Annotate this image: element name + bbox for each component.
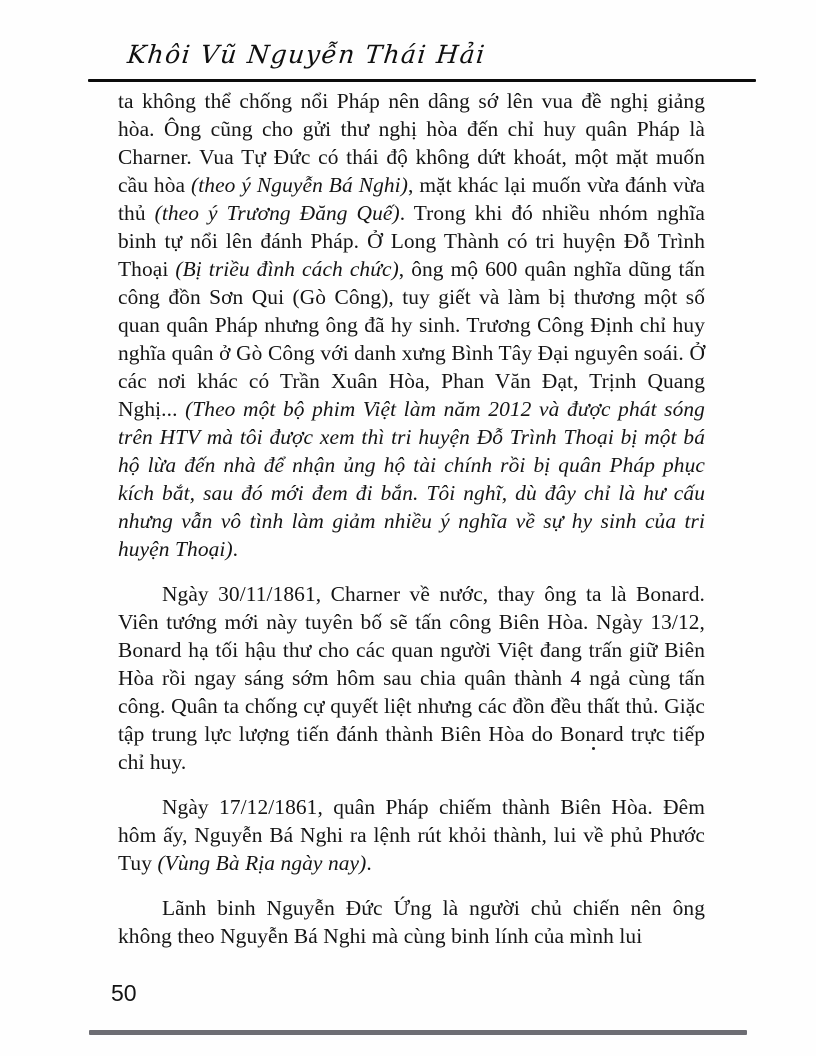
- text-segment: , mặt khác lại muốn vừa đánh vừa thủ: [118, 173, 705, 225]
- text-segment: . Trong khi đó nhiều nhóm nghĩa binh tự nổi lên đánh Pháp. Ở Long Thành có tri huyện Đỗ Trình Thoại: [118, 201, 706, 281]
- text-segment: Ngày 17/12/1861, quân Pháp chiếm thành Biên Hòa. Đêm hôm ấy, Nguyễn Bá Nghi ra lệnh rút khỏi thành, lui về phủ Phước Tuy: [118, 795, 705, 875]
- italic-text-segment: (Vùng Bà Rịa ngày nay): [157, 851, 367, 875]
- text-segment: Ngày 30/11/1861, Charner về nước, thay ông ta là Bonard. Viên tướng mới này tuyên bố sẽ tấn công Biên Hòa. Ngày 13/12, Bonard hạ tối hậu thư cho các quan người Việt đang trấn giữ Biên Hòa rồi ngay sáng sớm hôm sau chia quân thành 4 ngả cùng tấn công. Quân ta chống cự quyết liệt nhưng các đồn đều thất thủ. Giặc tập trung lực lượng tiến đánh thành Biên Hòa do Bonard trực tiếp chỉ huy.: [118, 582, 705, 774]
- paragraph: [118, 580, 705, 776]
- text-segment: ta không thể chống nổi Pháp nên dâng sớ lên vua đề nghị giảng hòa. Ông cũng cho gửi thư nghị hòa đến chỉ huy quân Pháp là Charner. Vua Tự Đức có thái độ không dứt khoát, một mặt muốn cầu hòa: [118, 89, 705, 197]
- text-segment: .: [366, 851, 372, 875]
- header-rule: [88, 79, 756, 82]
- italic-text-segment: (Bị triều đình cách chức): [175, 257, 399, 281]
- paragraph: [118, 894, 705, 950]
- paragraph: [118, 87, 705, 563]
- italic-text-segment: (Theo một bộ phim Việt làm năm 2012 và được phát sóng trên HTV mà tôi được xem thì tri huyện Đỗ Trình Thoại bị một bá hộ lừa đến nhà để nhận ủng hộ tài chính rồi bị quân Pháp phục kích bắt, sau đó mới đem đi bắn. Tôi nghĩ, dù đây chỉ là hư cấu nhưng vẫn vô tình làm giảm nhiều ý nghĩa về sự hy sinh của tri huyện Thoại): [118, 397, 705, 561]
- paragraph: [118, 793, 705, 877]
- text-segment: , ông mộ 600 quân nghĩa dũng tấn công đồn Sơn Qui (Gò Công), tuy giết và làm bị thương một số quan quân Pháp nhưng ông đã hy sinh. Trương Công Định chỉ huy nghĩa quân ở Gò Công với danh xưng Bình Tây Đại nguyên soái. Ở các nơi khác có Trần Xuân Hòa, Phan Văn Đạt, Trịnh Quang Nghị...: [118, 257, 705, 421]
- italic-text-segment: (theo ý Nguyễn Bá Nghi): [191, 173, 408, 197]
- italic-text-segment: (theo ý Trương Đăng Quế): [154, 201, 400, 225]
- page-number: 50: [111, 980, 137, 1006]
- bottom-scan-edge-line: [89, 1030, 747, 1035]
- author-script-title: Khôi Vũ Nguyễn Thái Hải: [126, 40, 488, 69]
- running-header: [126, 40, 686, 78]
- page-body: [118, 87, 705, 967]
- text-segment: Lãnh binh Nguyễn Đức Ứng là người chủ chiến nên ông không theo Nguyễn Bá Nghi mà cùng binh lính của mình lui: [118, 896, 705, 948]
- text-segment: .: [232, 537, 239, 561]
- scan-artifact-dot: [592, 747, 595, 750]
